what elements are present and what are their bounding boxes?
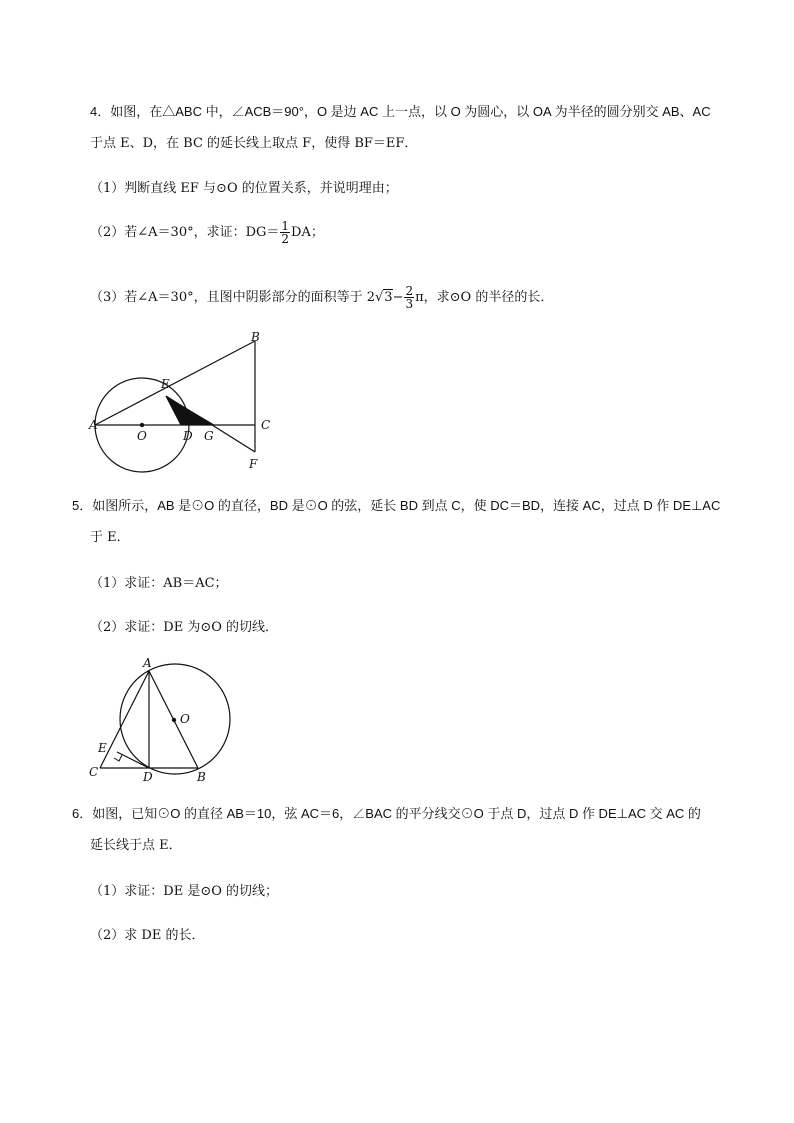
q5-stem-line1: 5．如图所示，AB 是⊙O 的直径，BD 是⊙O 的弦，延长 BD 到点 C，使 DC＝BD，连接 AC，过点 D 作 DE⊥AC: [72, 498, 721, 513]
label-e: E: [161, 377, 170, 391]
label-b: B: [251, 330, 260, 344]
label-a: A: [89, 418, 98, 432]
q4-sub3: [90, 285, 553, 310]
q4-stem-line2: 于点 E、D，在 BC 的延长线上取点 F，使得 BF＝EF．: [90, 136, 418, 151]
q4-stem-line1: 4．如图，在△ABC 中，∠ACB＝90°，O 是边 AC 上一点，以 O 为圆心，以 OA 为半径的圆分别交 AB、AC: [90, 104, 711, 119]
label-d: D: [183, 429, 193, 443]
q6-sub1: （1）求证：DE 是⊙O 的切线；: [90, 884, 278, 899]
q4-sub2-text: （2）若∠A＝30°，求证：DG＝: [90, 225, 280, 240]
q4-sub3-text: （3）若∠A＝30°，且图中阴影部分的面积等于 2: [90, 290, 375, 305]
segment-ac: [100, 671, 149, 768]
label-e: E: [98, 741, 107, 755]
sqrt-radicand: 3: [384, 290, 393, 305]
q4-sub1: （1）判断直线 EF 与⊙O 的位置关系，并说明理由；: [90, 181, 398, 196]
label-a: A: [143, 656, 152, 670]
q4-sub3-tail: π，求⊙O 的半径的长．: [415, 290, 554, 305]
label-g: G: [204, 429, 214, 443]
label-c: C: [261, 418, 271, 432]
frac-numerator: 1: [281, 219, 290, 233]
sqrt-sign: √: [375, 290, 384, 305]
segment-ef: [166, 396, 255, 452]
center-dot: [172, 718, 176, 722]
q4-sub2: [90, 220, 324, 245]
q5-sub2: （2）求证：DE 为⊙O 的切线．: [90, 620, 278, 635]
frac-denominator: 3: [405, 297, 414, 311]
q4-sub2-tail: DA；: [291, 225, 324, 240]
label-o: O: [180, 712, 190, 726]
q5-sub1: （1）求证：AB＝AC；: [90, 576, 228, 591]
q5-stem-line2: 于 E．: [90, 530, 130, 545]
right-angle-mark: [114, 755, 122, 761]
q6-stem-line2: 延长线于点 E．: [90, 838, 182, 853]
label-d: D: [143, 770, 153, 784]
label-f: F: [249, 457, 258, 471]
minus-sign: −: [392, 290, 404, 305]
q6-sub2: （2）求 DE 的长．: [90, 928, 205, 943]
q4-sub2-fraction: [280, 220, 290, 245]
q4-sub3-fraction: [404, 285, 414, 310]
label-c: C: [89, 765, 99, 779]
label-b: B: [197, 770, 206, 784]
frac-denominator: 2: [281, 232, 290, 246]
q6-stem-line1: 6．如图，已知⊙O 的直径 AB＝10，弦 AC＝6，∠BAC 的平分线交⊙O 于点 D，过点 D 作 DE⊥AC 交 AC 的: [72, 806, 701, 821]
label-o: O: [137, 429, 147, 443]
q5-figure: [85, 655, 245, 785]
frac-numerator: 2: [405, 284, 414, 298]
center-dot: [140, 423, 144, 427]
q4-figure: [85, 330, 285, 480]
